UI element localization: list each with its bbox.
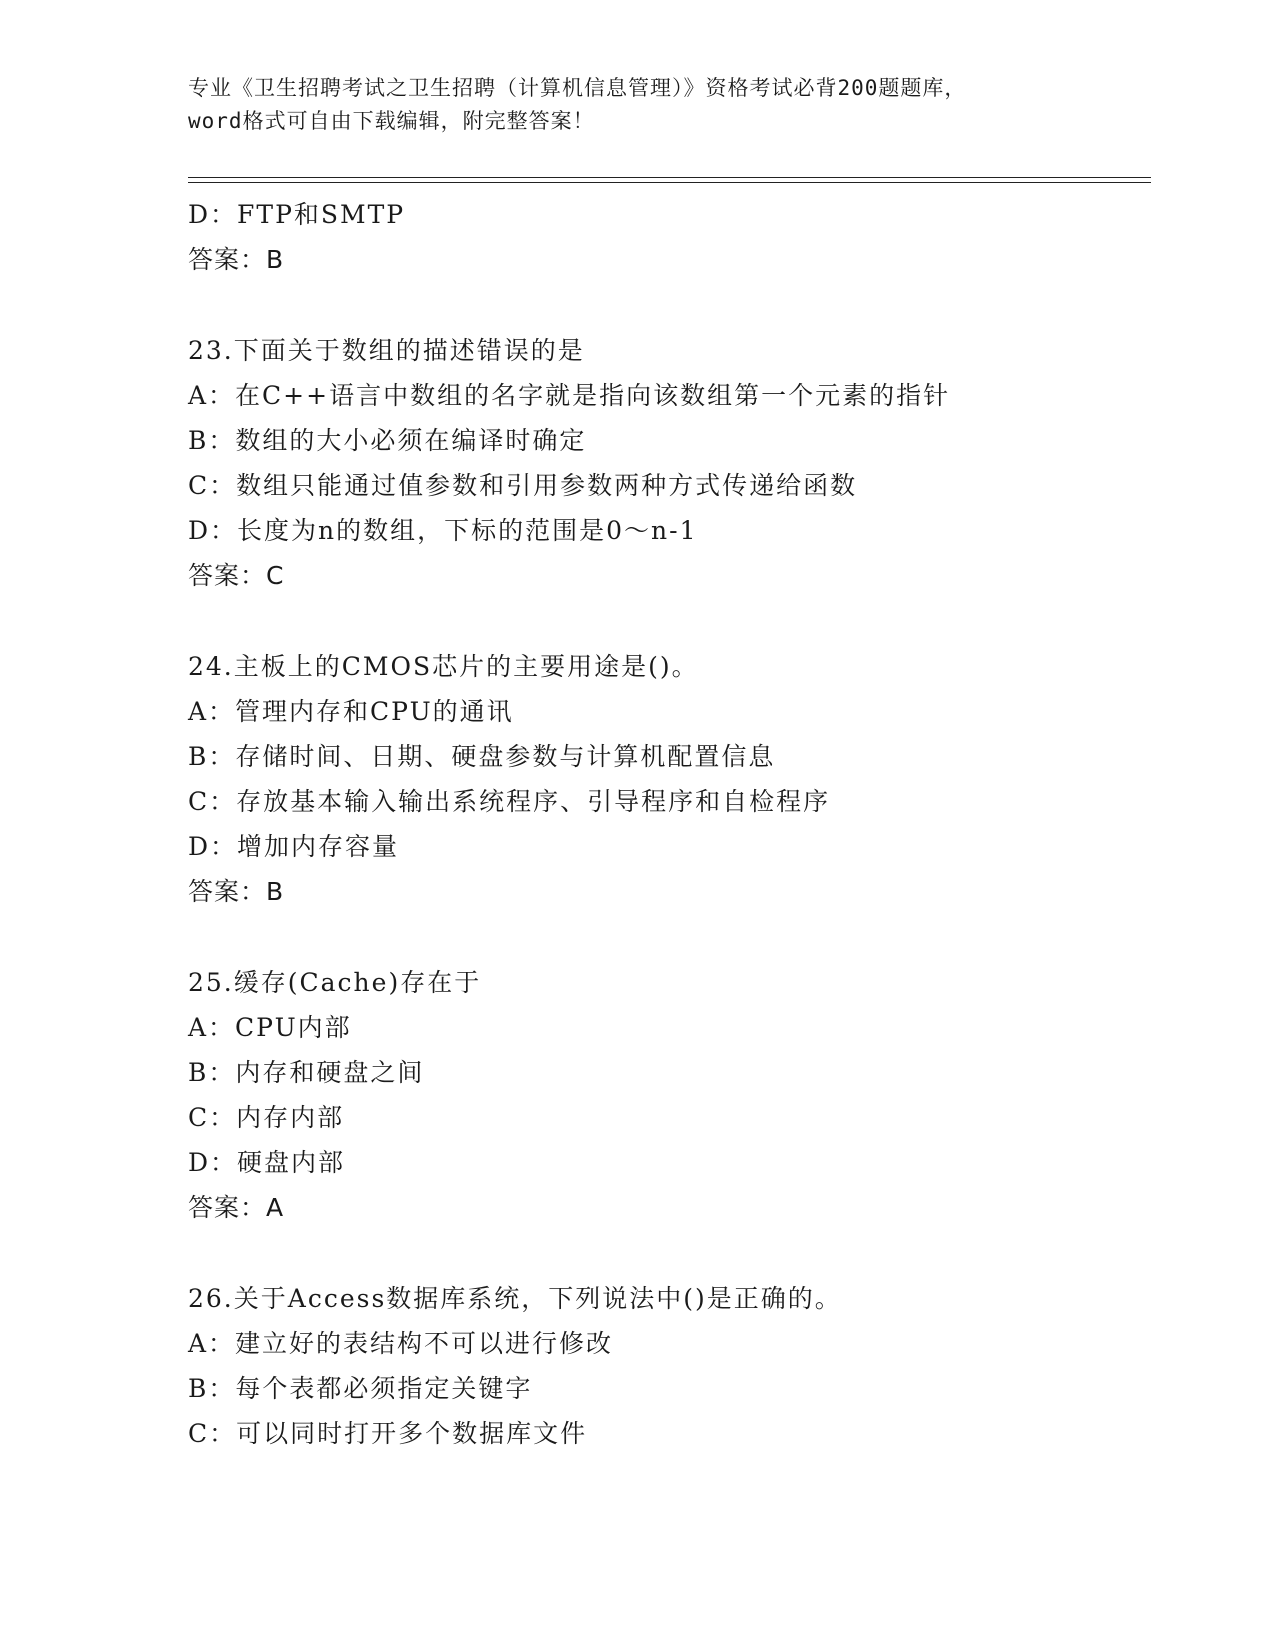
option-a: A：CPU内部 [188,1013,352,1042]
header-divider-top [188,177,1151,178]
option-c: C：数组只能通过值参数和引用参数两种方式传递给函数 [188,471,858,500]
question-block [188,328,1148,598]
option-a: A：在C++语言中数组的名字就是指向该数组第一个元素的指针 [188,381,951,410]
option-d: D：增加内存容量 [188,832,400,861]
option-b: B：数组的大小必须在编译时确定 [188,426,587,455]
answer-line: 答案：B [188,245,285,274]
question-stem: 24.主板上的CMOS芯片的主要用途是()。 [188,652,699,681]
spacer [188,282,1148,328]
question-stem: 25.缓存(Cache)存在于 [188,968,482,997]
option-b: B：内存和硬盘之间 [188,1058,425,1087]
option-d: D：FTP和SMTP [188,200,406,229]
question-block [188,1276,1148,1456]
option-a: A：建立好的表结构不可以进行修改 [188,1329,614,1358]
option-b: B：存储时间、日期、硬盘参数与计算机配置信息 [188,742,776,771]
question-block [188,960,1148,1230]
option-d: D：长度为n的数组，下标的范围是0～n-1 [188,516,698,545]
question-stem: 23.下面关于数组的描述错误的是 [188,336,585,365]
document-header [188,72,1138,138]
header-line-1: 专业《卫生招聘考试之卫生招聘（计算机信息管理）》资格考试必背200题题库， [188,76,967,100]
spacer [188,1230,1148,1276]
option-a: A：管理内存和CPU的通讯 [188,697,514,726]
option-c: C：可以同时打开多个数据库文件 [188,1419,588,1448]
header-line-2: word格式可自由下载编辑，附完整答案！ [188,109,595,133]
question-content [188,192,1148,1456]
header-divider-bottom [188,182,1151,183]
question-block [188,644,1148,914]
option-c: C：存放基本输入输出系统程序、引导程序和自检程序 [188,787,831,816]
answer-line: 答案：C [188,561,285,590]
answer-line: 答案：B [188,877,285,906]
option-c: C：内存内部 [188,1103,345,1132]
spacer [188,914,1148,960]
answer-line: 答案：A [188,1193,285,1222]
spacer [188,598,1148,644]
option-b: B：每个表都必须指定关键字 [188,1374,533,1403]
question-stem: 26.关于Access数据库系统，下列说法中()是正确的。 [188,1284,842,1313]
option-d: D：硬盘内部 [188,1148,346,1177]
